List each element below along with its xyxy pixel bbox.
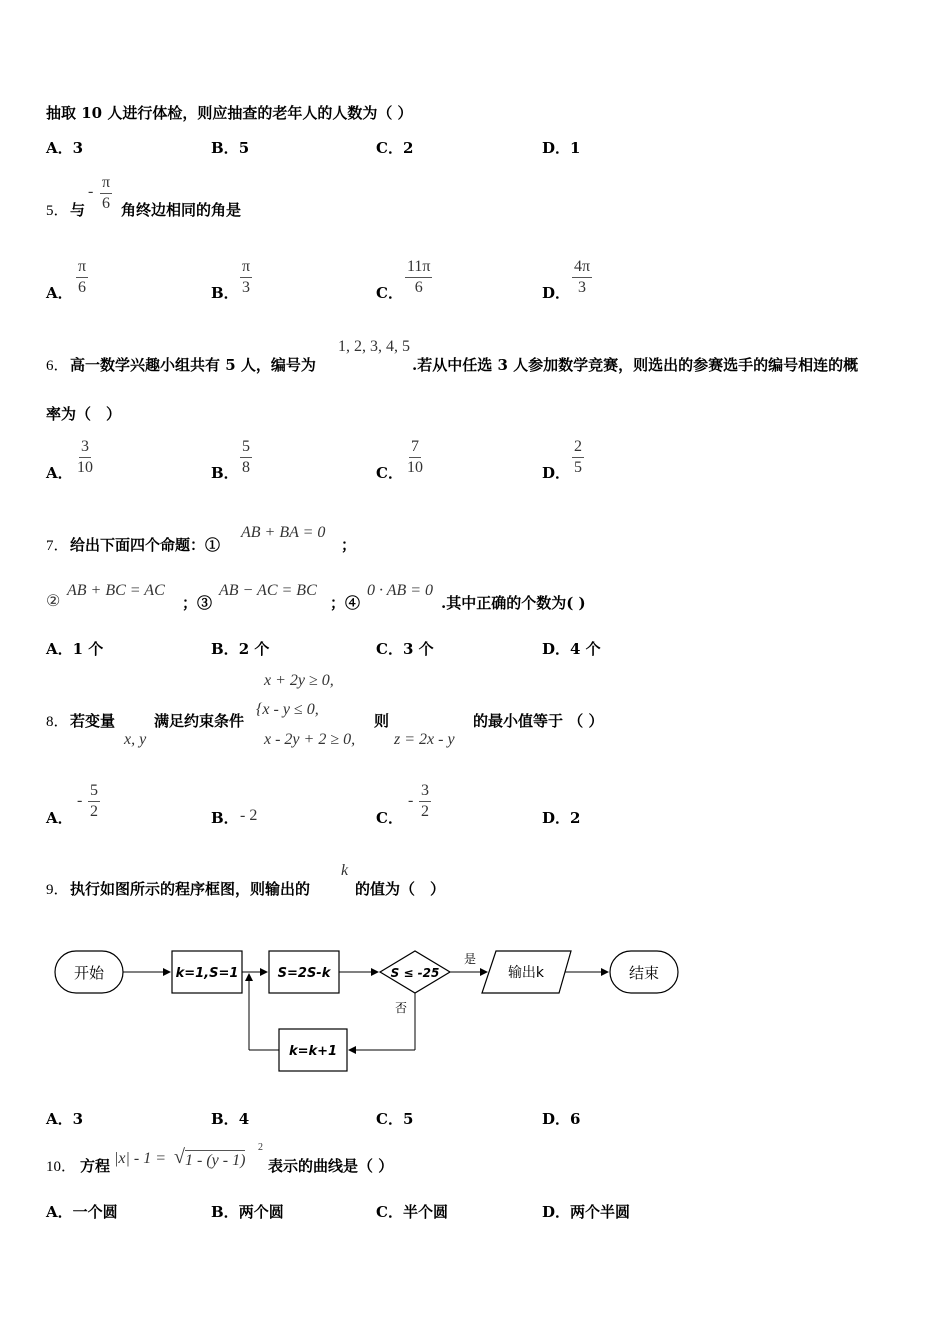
q9-option-c <box>376 1108 413 1129</box>
option-label: A． <box>46 1203 73 1221</box>
q5-option-d-fraction <box>572 258 592 297</box>
denominator: 3 <box>578 279 587 296</box>
option-label: D． <box>542 139 571 157</box>
q7-circle-2: ② <box>46 593 61 610</box>
denominator: 6 <box>78 279 87 296</box>
q8-objective: z = 2x - y <box>394 731 455 748</box>
denominator: 10 <box>77 459 93 476</box>
q7-number: 7． <box>46 538 69 554</box>
q7-prop-1: AB + BA = 0 <box>241 524 326 541</box>
q9-flowchart <box>0 930 700 1080</box>
q4-option-b <box>211 137 249 158</box>
sqrt-icon: √ <box>174 1146 185 1168</box>
q7-semicolon-1: ； <box>341 536 357 554</box>
q9-pre: 执行如图所示的程序框图，则输出的 <box>70 880 311 898</box>
q7-post: .其中正确的个数为( ) <box>441 594 586 612</box>
q4-stem: 抽取 10 人进行体检，则应抽查的老年人的人数为（ ） <box>46 104 413 122</box>
q9-var: k <box>341 862 349 879</box>
q8-option-b-value: - 2 <box>240 807 258 824</box>
numerator: 2 <box>572 438 584 458</box>
option-value: 3 <box>72 1110 84 1128</box>
q10-eq-left: |x| - 1 = <box>114 1150 167 1167</box>
q4-option-a <box>46 137 83 158</box>
q6-option-d-label: D． <box>542 464 571 482</box>
q8-option-a-fraction <box>88 782 100 821</box>
flow-update-label: S=2S-k <box>277 966 331 981</box>
q8-option-b-label: B． <box>211 809 239 827</box>
flow-yes-label: 是 <box>463 952 477 966</box>
q6-option-b-label: B． <box>211 464 239 482</box>
option-label: B． <box>211 1110 239 1128</box>
q5-option-d-label: D． <box>542 284 571 302</box>
q6-option-c-fraction <box>405 438 425 477</box>
option-label: C． <box>376 640 403 658</box>
option-label: A． <box>46 1110 73 1128</box>
q8-option-a-label: A． <box>46 809 73 827</box>
option-label: C． <box>376 139 403 157</box>
option-value: 两个圆 <box>238 1203 284 1221</box>
q10-number: 10． <box>46 1159 77 1175</box>
option-label: D． <box>542 640 571 658</box>
q6-set: 1, 2, 3, 4, 5 <box>338 338 410 355</box>
q5-option-c-label: C． <box>376 284 403 302</box>
q8-option-c-sign: - <box>408 792 414 809</box>
q5-option-b-label: B． <box>211 284 239 302</box>
numerator: 4π <box>572 258 592 278</box>
q8-vars: x, y <box>124 731 147 748</box>
q6-option-a-fraction <box>75 438 95 477</box>
q8-number: 8． <box>46 714 69 730</box>
option-value: 一个圆 <box>72 1203 118 1221</box>
flow-no-label: 否 <box>394 1001 408 1015</box>
q5-frac-sign: - <box>88 183 94 200</box>
option-label: C． <box>376 1203 403 1221</box>
q8-option-d <box>542 807 580 828</box>
q10-exponent: 2 <box>258 1142 263 1153</box>
q5-option-c-fraction <box>405 258 432 297</box>
q5-option-a-label: A． <box>46 284 73 302</box>
option-value: 半个圆 <box>402 1203 448 1221</box>
q8-text-1: 若变量 <box>70 712 116 730</box>
q4-option-d <box>542 137 580 158</box>
q8-constraint-1: x + 2y ≥ 0, <box>264 672 334 689</box>
flow-init-label: k=1,S=1 <box>175 966 239 981</box>
q7-semicolon-2: ；③ <box>182 594 213 612</box>
q10-eq-right: 1 - (y - 1) <box>185 1152 246 1169</box>
option-value: 6 <box>570 1110 581 1128</box>
option-value: 3 <box>72 139 84 157</box>
q8-option-c-label: C． <box>376 809 403 827</box>
q7-pre: 给出下面四个命题：① <box>70 536 221 554</box>
q5-post: 角终边相同的角是 <box>121 201 242 219</box>
q6-option-c-label: C． <box>376 464 403 482</box>
q4-option-c <box>376 137 413 158</box>
numerator: 7 <box>409 438 421 458</box>
q8-constraint-2: {x - y ≤ 0, <box>256 701 319 718</box>
q7-option-c <box>376 638 434 659</box>
option-label: B． <box>211 1203 239 1221</box>
q5-option-a-fraction <box>76 258 88 297</box>
option-value: 5 <box>238 139 250 157</box>
denominator: 2 <box>90 803 98 820</box>
flow-increment-label: k=k+1 <box>288 1044 338 1059</box>
numerator: 5 <box>88 782 100 802</box>
numerator: π <box>100 174 112 194</box>
option-value: 4 <box>238 1110 250 1128</box>
q8-text-2: 满足约束条件 <box>154 712 245 730</box>
q7-prop-2: AB + BC = AC <box>67 582 165 599</box>
option-value: 4 个 <box>570 640 601 658</box>
q6-line2: 率为（ ） <box>46 405 122 423</box>
flow-decision-label: S ≤ -25 <box>390 966 440 980</box>
option-value: 1 个 <box>72 640 104 658</box>
q10-pre: 方程 <box>80 1157 111 1175</box>
flow-end-label: 结束 <box>628 964 660 982</box>
q8-option-a-sign: - <box>77 792 83 809</box>
q10-option-a <box>46 1201 118 1222</box>
option-label: B． <box>211 139 239 157</box>
q8-constraint-3: x - 2y + 2 ≥ 0, <box>264 731 356 748</box>
denominator: 5 <box>574 459 582 476</box>
q6-pre: 高一数学兴趣小组共有 5 人，编号为 <box>70 356 316 374</box>
flow-start-label: 开始 <box>73 964 105 982</box>
q6-option-a-label: A． <box>46 464 73 482</box>
q10-option-b <box>211 1201 284 1222</box>
q5-fraction <box>100 174 112 213</box>
q6-option-b-fraction <box>240 438 252 477</box>
option-label: A． <box>46 139 73 157</box>
q7-option-d <box>542 638 601 659</box>
denominator: 6 <box>414 279 423 296</box>
flow-output-label: 输出k <box>507 965 545 981</box>
q6-option-d-fraction <box>572 438 584 477</box>
numerator: 3 <box>79 438 91 458</box>
q7-option-b <box>211 638 269 659</box>
option-value: 3 个 <box>402 640 434 658</box>
q8-text-4: 的最小值等于 （ ） <box>473 712 604 730</box>
q10-option-d <box>542 1201 630 1222</box>
option-label: D． <box>542 809 571 827</box>
q7-option-a <box>46 638 103 659</box>
q9-option-d <box>542 1108 580 1129</box>
q7-semicolon-3: ；④ <box>330 594 361 612</box>
q9-post: 的值为（ ） <box>355 880 446 898</box>
option-label: D． <box>542 1110 571 1128</box>
option-label: B． <box>211 640 239 658</box>
denominator: 2 <box>421 803 429 820</box>
q5-number: 5． <box>46 203 69 219</box>
numerator: 3 <box>419 782 431 802</box>
denominator: 3 <box>242 279 251 296</box>
q8-option-c-fraction <box>419 782 431 821</box>
q9-number: 9． <box>46 882 69 898</box>
option-value: 5 <box>402 1110 414 1128</box>
q7-prop-4: 0 · AB = 0 <box>367 582 434 599</box>
option-label: D． <box>542 1203 571 1221</box>
option-value: 2 个 <box>238 640 270 658</box>
option-label: A． <box>46 640 73 658</box>
numerator: 11π <box>405 258 432 278</box>
q10-post: 表示的曲线是（ ） <box>268 1157 394 1175</box>
option-value: 两个半圆 <box>570 1203 631 1221</box>
q5-option-b-fraction <box>240 258 252 297</box>
q6-number: 6． <box>46 358 69 374</box>
q7-prop-3: AB − AC = BC <box>219 582 317 599</box>
denominator: 8 <box>242 459 250 476</box>
option-label: C． <box>376 1110 403 1128</box>
denominator: 10 <box>407 459 423 476</box>
q9-option-b <box>211 1108 249 1129</box>
option-value: 2 <box>402 139 414 157</box>
q8-text-3: 则 <box>374 712 390 730</box>
numerator: π <box>240 258 252 278</box>
option-value: 2 <box>570 809 581 827</box>
q6-post: .若从中任选 3 人参加数学竞赛，则选出的参赛选手的编号相连的概 <box>412 356 859 374</box>
q10-option-c <box>376 1201 448 1222</box>
q9-option-a <box>46 1108 83 1129</box>
numerator: 5 <box>240 438 252 458</box>
numerator: π <box>76 258 88 278</box>
q5-pre: 与 <box>70 201 86 219</box>
denominator: 6 <box>102 195 111 212</box>
option-value: 1 <box>570 139 581 157</box>
